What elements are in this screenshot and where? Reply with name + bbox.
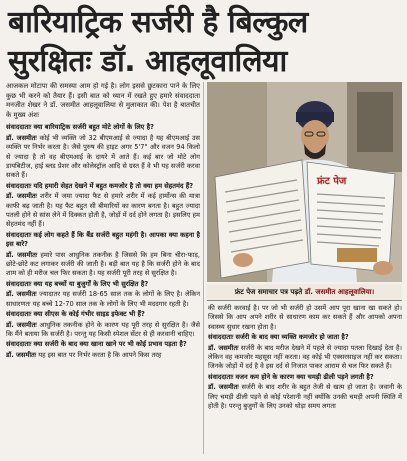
question-text: क्या बारियाट्रिक सर्जरी बहुत मोटे लोगों के लिए है? bbox=[33, 123, 154, 132]
interview-qa-left bbox=[6, 123, 200, 360]
article-column-left bbox=[6, 82, 200, 456]
reporter-label: संवाददाताः bbox=[6, 310, 32, 319]
reporter-label: संवाददाताः bbox=[208, 333, 234, 342]
doctor-reading-newspaper-image bbox=[207, 82, 402, 282]
headline-line-2: सुरक्षितः डॉ. आहलूवालिया bbox=[8, 44, 287, 79]
doctor-label: डॉ. जसमीतः bbox=[6, 320, 37, 329]
newspaper-title: फ्रंट पेज bbox=[317, 176, 347, 187]
doctor-label: डॉ. जसमीतः bbox=[6, 350, 37, 359]
question bbox=[6, 310, 200, 319]
reporter-label: संवाददाताः bbox=[6, 340, 32, 349]
answer-text: शरीर में जमा ज्यादा फैट से हमारे शरीर में कई हार्मोन्स की मात्रा काफी बढ़ जाती है। यह फैट बहुत सी बीमारियों का कारण बनता है। बहुत ज्यादा पतली होने से सांस लेने में दिक्कत होती है, जोड़ों में दर्द होने लगता है। इसलिए हम सेहतमंद नहीं हैं। bbox=[6, 192, 200, 229]
doctor-photo bbox=[207, 82, 402, 282]
answer-text: सर्जरी के बाद मरीज देखने में पहले से ज्यादा पतला दिखाई देता है। लेकिन वह कमजोर महसूस नहीं करता। वह कोई भी एक्सरसाइज नहीं कर सकता। जिनके जोड़ों में दर्द है वे इस दर्द से निजात पाकर आराम से चल फिर सकते हैं। bbox=[208, 343, 402, 371]
question bbox=[6, 340, 200, 349]
question bbox=[6, 231, 200, 250]
answer bbox=[6, 251, 200, 279]
question bbox=[6, 123, 200, 132]
photo-caption bbox=[207, 284, 402, 301]
article-column-right bbox=[208, 304, 402, 456]
answer-text: कोई भी व्यक्ति जो 32 बीएमआई से ज्यादा है यह बीएमआई उस व्यक्ति पर निर्भर करता है। जैसे पुरुष की हाइट अगर 5'7" और वजन 94 किलो से ज्यादा है तो वह बीएमआई के दायरे में आते हैं। कई बार जो मोटे लोग डायबिटीज, हाई ब्लड प्रेशर और कोलेस्ट्रॉल आदि से ग्रस्त हैं वे भी यह सर्जरी करवा सकते हैं। bbox=[6, 133, 200, 180]
question-text: क्या यह बच्चों या बुजुर्गों के लिए भी सुरक्षित है? bbox=[33, 279, 149, 288]
reporter-label: संवाददाताः bbox=[6, 230, 32, 239]
answer-text: यह इस बात पर निर्भर करता है कि आपने किस तरह bbox=[38, 350, 162, 359]
headline-line-1: बारियाट्रिक सर्जरी है बिल्कुल bbox=[8, 5, 308, 40]
reporter-label: संवाददाताः bbox=[6, 279, 32, 288]
column-divider bbox=[203, 82, 204, 454]
question bbox=[6, 182, 200, 191]
continued-answer: की सर्जरी करवाई है। पर जो भी सर्जरी हो उसमें आप पूरा खाना खा सकते हो। जिससे कि आप अपने शरीर से साधारण काम कर सकते हैं और आपको अपना स्वास्थ्य सुधार रखना होता है। bbox=[208, 304, 402, 331]
question-text: क्या सर्जरी के बाद क्या खाना खाने पर भी कोई प्रभाव पड़ता है? bbox=[33, 340, 187, 349]
question-text: यदि हमारी सेहत देखने में बहुत कमजोर है तो क्या हम सेहतमंद हैं? bbox=[33, 181, 194, 190]
question bbox=[208, 333, 402, 342]
answer bbox=[6, 192, 200, 230]
caption-name: डॉ. जसमीत आहलूवालिया। bbox=[304, 288, 375, 296]
interview-qa-right bbox=[208, 333, 402, 411]
headline bbox=[8, 4, 404, 80]
answer bbox=[6, 321, 200, 340]
answer bbox=[208, 344, 402, 372]
question-text: क्या सीएस के कोई गंभीर साइड इफेक्ट भी हैं? bbox=[33, 310, 145, 319]
question bbox=[6, 280, 200, 289]
doctor-label: डॉ. जसमीतः bbox=[6, 290, 37, 299]
reporter-label: संवाददाताः bbox=[6, 123, 32, 132]
answer-text: सर्जरी के बाद शरीर के बहुत तेजी से खत्म हो जाता है। जवानी के लिए चमड़ी ढीली पड़ने से कोई परेशानी नहीं क्योंकि उनकी चमड़ी अपनी स्थिति में होती है। परन्तु बुजुर्गों के लिए उनको थोड़ा समय लगता bbox=[208, 383, 402, 411]
question-text: सर्जरी के बाद क्या व्यक्ति कमजोर हो जाता है? bbox=[235, 333, 349, 342]
caption-text: फ्रंट पेज समाचार पत्र पढ़ते bbox=[234, 288, 303, 296]
doctor-label: डॉ. जसमीतः bbox=[208, 383, 239, 392]
question-text: कई लोग कहते हैं कि बैंड सर्जरी बहुत महंगी है। आपका क्या कहना है इस बारे? bbox=[6, 230, 200, 249]
answer-text: आधुनिक तकनीक होने के कारण यह पूरी तरह से सुरक्षित है। जैसे कि मैंने बताया कि सर्जरी है। परन्तु यह किसी स्पेशल सेंटर से ही करवानी चाहिए। bbox=[6, 320, 200, 338]
question-text: वजन कम होने के कारण क्या चमड़ी ढीली पड़ने लगती है? bbox=[235, 372, 374, 381]
answer bbox=[6, 134, 200, 181]
answer bbox=[208, 383, 402, 411]
answer-text: ज्यादातर यह सर्जरी 18-65 साल तक के लोगों के लिए है। लेकिन साधारणतः यह बच्चे 12-70 साल तक के लोगों के लिए भी मददगार रहती है। bbox=[6, 290, 200, 308]
reporter-label: संवाददाताः bbox=[6, 181, 32, 190]
reporter-label: संवाददाताः bbox=[208, 372, 234, 381]
answer bbox=[6, 351, 200, 360]
question bbox=[208, 373, 402, 382]
answer bbox=[6, 290, 200, 309]
doctor-label: डॉ. जसमीतः bbox=[6, 133, 37, 142]
doctor-label: डॉ. जसमीतः bbox=[208, 343, 239, 352]
article-intro: आजकल मोटापा की समस्या आम हो गई है। लोग इससे छुटकारा पाने के लिए कुछ भी करने को तैयार हैं। इसी बात को ध्यान में रखते हुए हमारे संवाददाता मनजीत शेखर ने डॉ. जसमीत आहलूवालिया से मुलाकात की। पेश है बातचीत के मुख्य अंशः bbox=[6, 82, 200, 119]
answer-text: हमारे पास आधुनिक तकनीक है जिससे कि हम बिना चीरा-फाड़, छोटे-छोटे कट लगाकर सर्जरी की जाती है। बड़ी बात यह है कि सर्जरी होने के बाद शाम को ही मरीज चल फिर सकता है। यह सर्जरी पूरी तरह से सुरक्षित है। bbox=[6, 250, 200, 278]
doctor-label: डॉ. जसमीतः bbox=[6, 250, 38, 259]
doctor-label: डॉ. जसमीतः bbox=[6, 192, 38, 201]
